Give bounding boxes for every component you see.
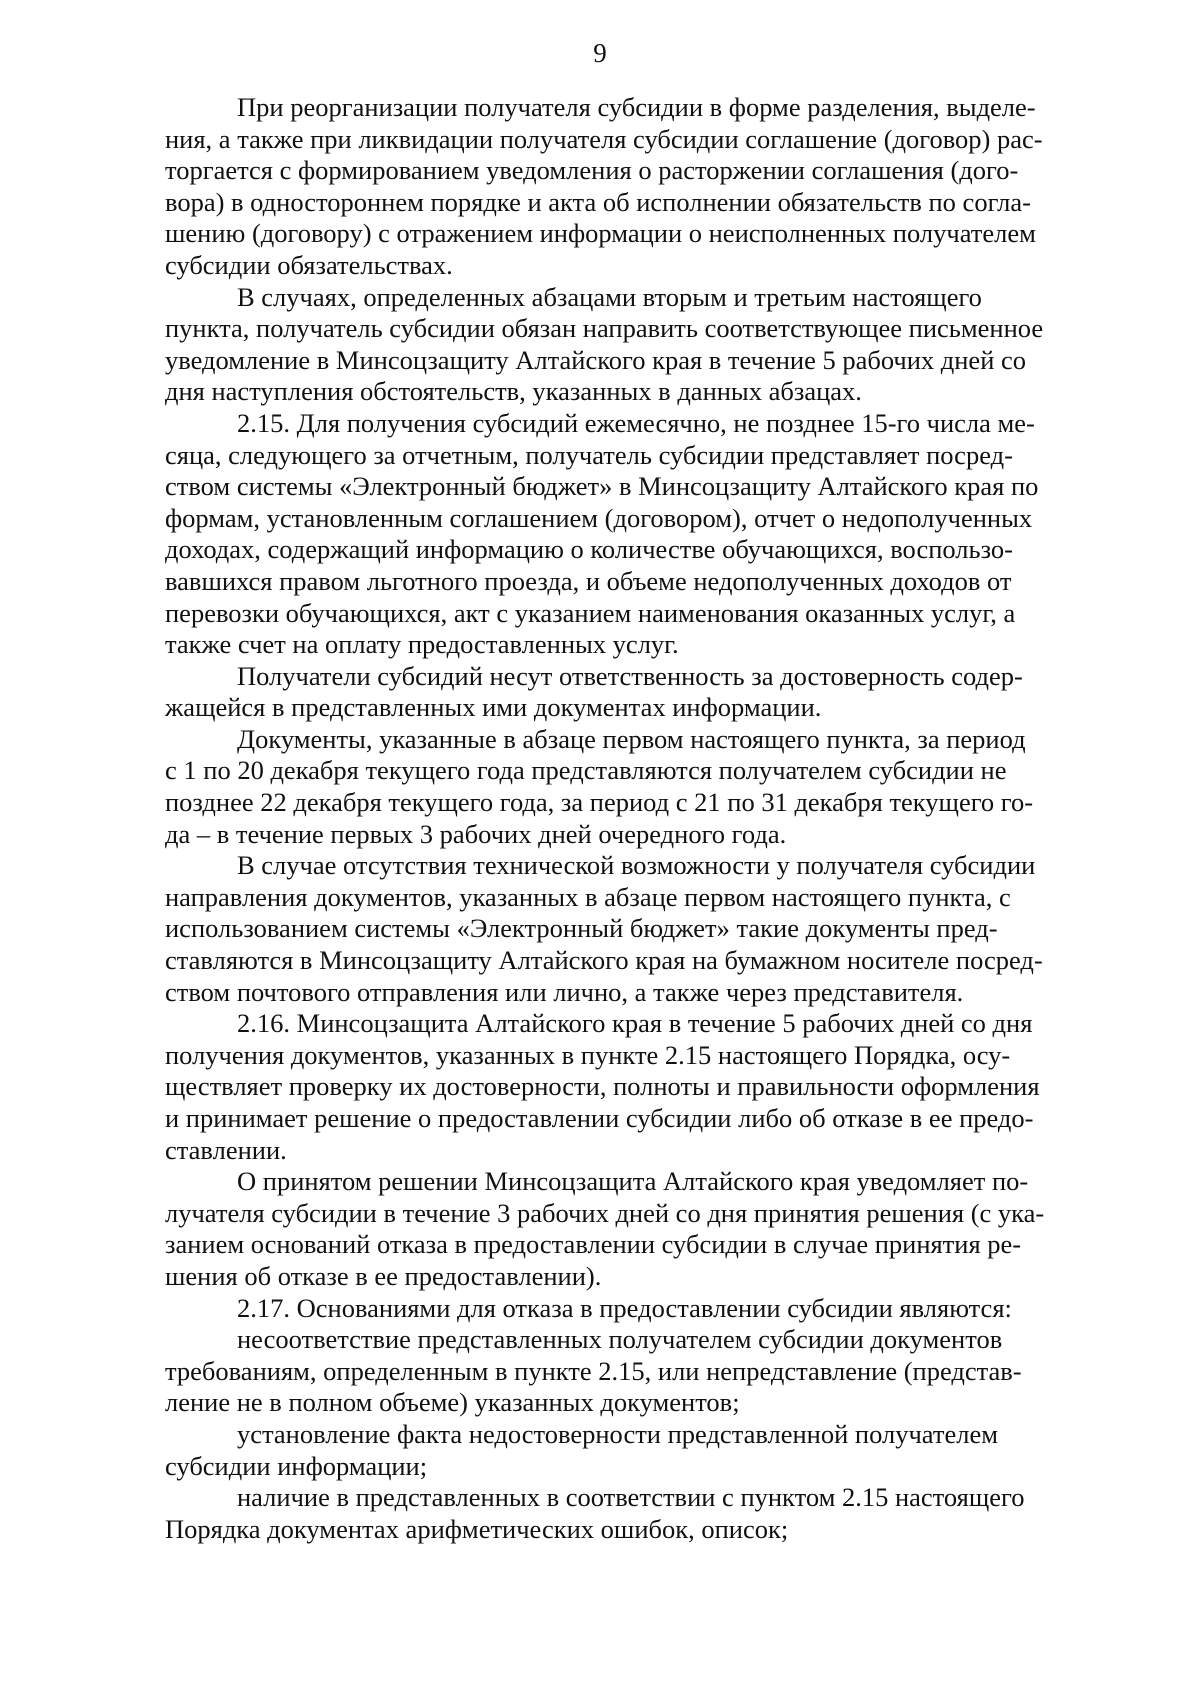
paragraph-2-15: 2.15. Для получения субсидий ежемесячно, не позднее 15-го числа ме- сяца, следующего за отчетным, получатель субсидии представляет посред- ством системы «Электронный бюджет» в Минсоцзащиту Алтайского края по формам, установленным соглашением (договором), отчет о недополученных доходах, содержащий информацию о количестве обучающихся, воспользо- вавшихся правом льготного проезда, и объеме недополученных доходов от перевозки обучающихся, акт с указанием наименования оказанных услуг, а также счет на оплату предоставленных услуг. bbox=[165, 407, 1039, 660]
paragraph-noncompliance: несоответствие представленных получателем субсидии документов требованиям, определенным в пункте 2.15, или непредставление (представ- ление не в полном объеме) указанных документов; bbox=[165, 1324, 1022, 1418]
paragraph-arithmetic-errors: наличие в представленных в соответствии с пунктом 2.15 настоящего Порядка документах арифметических ошибок, описок; bbox=[165, 1482, 1025, 1544]
paragraph-no-technical-possibility: В случае отсутствия технической возможности у получателя субсидии направления документов, указанных в абзаце первом настоящего пункта, с использованием системы «Электронный бюджет» такие документы пред- ставляются в Минсоцзащиту Алтайского края на бумажном носителе посред- ством почтового отправления или лично, а также через представителя. bbox=[165, 850, 1043, 1007]
paragraph-reorganization: При реорганизации получателя субсидии в форме разделения, выделе- ния, а также при ликвидации получателя субсидии соглашение (договор) рас- торгается с формированием уведомления о расторжении соглашения (дого- вора) в одностороннем порядке и акта об исполнении обязательств по согла- шению (договору) с отражением информации о неисполненных получателем субсидии обязательствах. bbox=[165, 92, 1043, 280]
paragraph-2-16: 2.16. Минсоцзащита Алтайского края в течение 5 рабочих дней со дня получения документов, указанных в пункте 2.15 настоящего Порядка, осу- ществляет проверку их достоверности, полноты и правильности оформления и принимает решение о предоставлении субсидии либо об отказе в ее предо- ставлении. bbox=[165, 1008, 1040, 1165]
page-number: 9 bbox=[593, 38, 607, 68]
paragraph-2-17: 2.17. Основаниями для отказа в предоставлении субсидии являются: bbox=[237, 1292, 1012, 1323]
paragraph-notification-cases: В случаях, определенных абзацами вторым и третьим настоящего пункта, получатель субсидии обязан направить соответствующее письменное уведомление в Минсоцзащиту Алтайского края в течение 5 рабочих дней со дня наступления обстоятельств, указанных в данных абзацах. bbox=[165, 281, 1044, 407]
paragraph-december-documents: Документы, указанные в абзаце первом настоящего пункта, за период с 1 по 20 декабря текущего года представляются получателем субсидии не позднее 22 декабря текущего года, за период с 21 по 31 декабря текущего го- да – в течение первых 3 рабочих дней очередного года. bbox=[165, 723, 1034, 849]
document-body bbox=[165, 92, 1130, 1545]
paragraph-decision-notification: О принятом решении Минсоцзащита Алтайского края уведомляет по- лучателя субсидии в течение 3 рабочих дней со дня принятия решения (с ука- занием оснований отказа в предоставлении субсидии в случае принятия ре- шения об отказе в ее предоставлении). bbox=[165, 1166, 1045, 1291]
paragraph-unreliable-info: установление факта недостоверности представленной получателем субсидии информации; bbox=[165, 1418, 998, 1481]
paragraph-responsibility: Получатели субсидий несут ответственность за достоверность содер- жащейся в представленных ими документах информации. bbox=[165, 660, 1023, 723]
